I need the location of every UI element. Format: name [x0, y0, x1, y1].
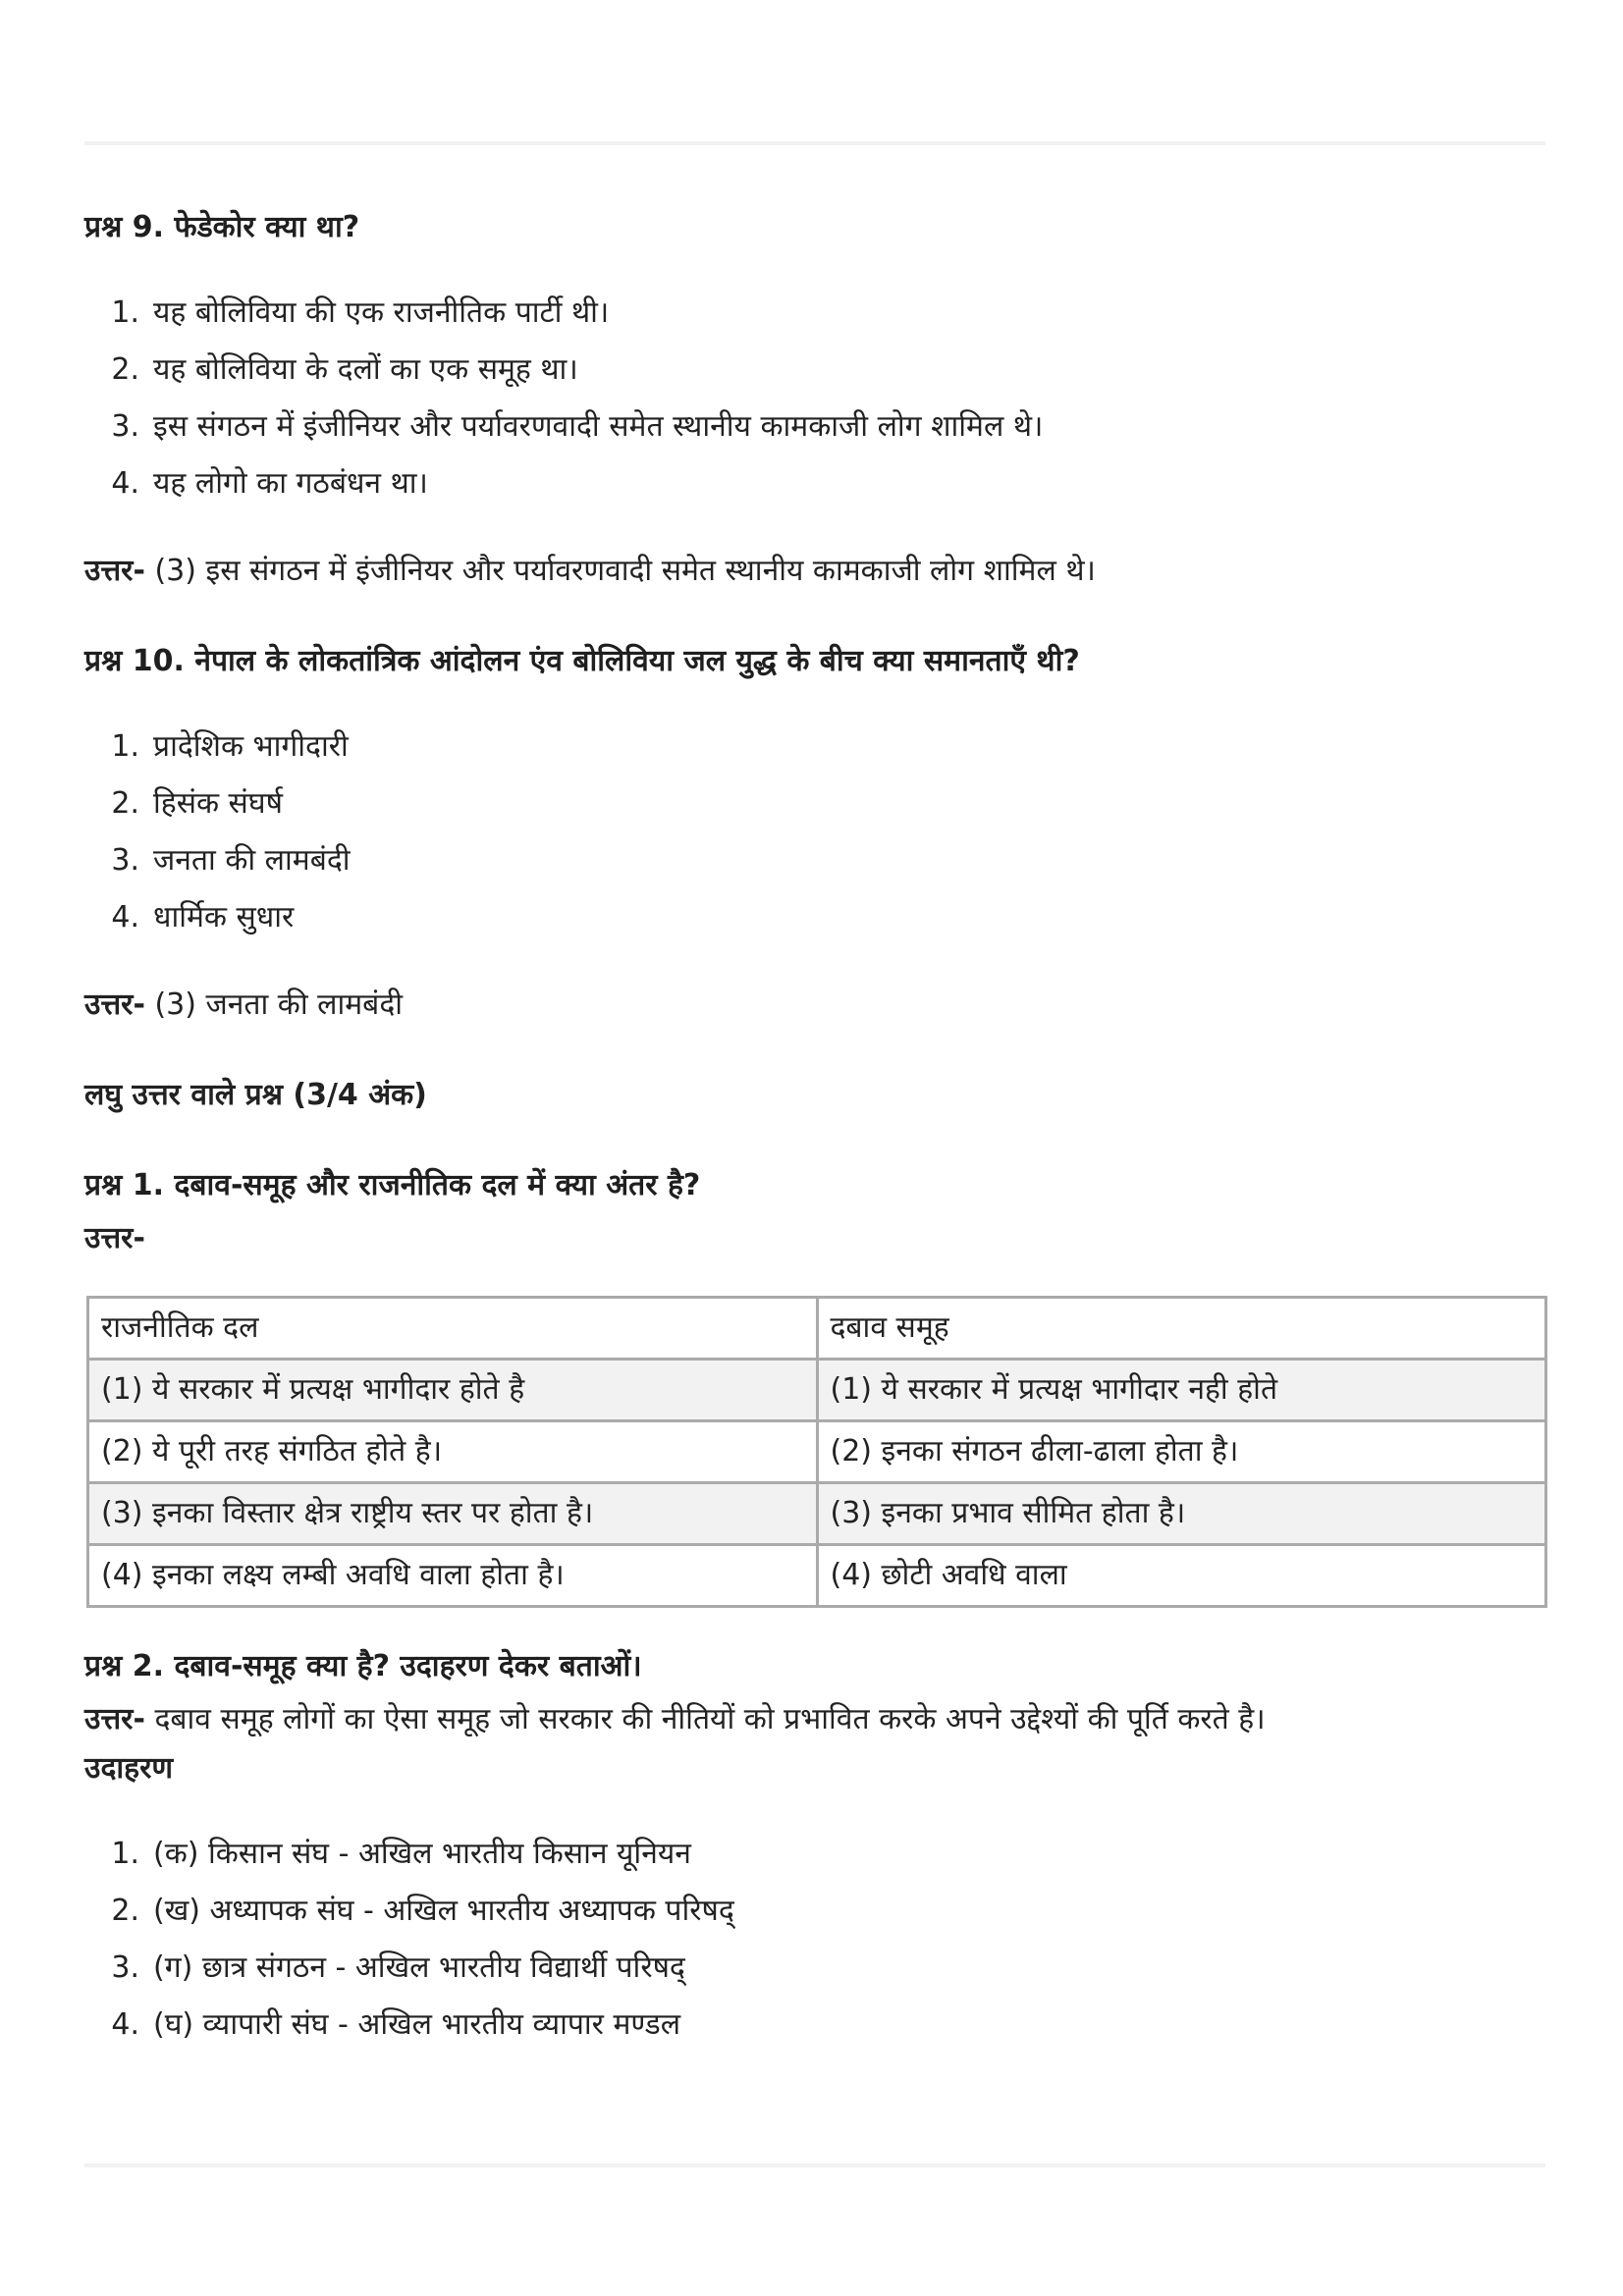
example-text: (ख) अध्यापक संघ - अखिल भारतीय अध्यापक परिषद् — [153, 1894, 734, 1928]
answer-text: (3) जनता की लामबंदी — [144, 988, 404, 1022]
table-header-cell: राजनीतिक दल — [88, 1298, 818, 1360]
question-9-options — [84, 285, 1547, 512]
table-row — [88, 1360, 1546, 1421]
option-number: 1. — [111, 295, 139, 330]
example-item — [84, 1940, 1547, 1997]
table-cell: (4) इनका लक्ष्य लम्बी अवधि वाला होता है। — [88, 1545, 818, 1607]
example-number: 3. — [111, 1950, 139, 1985]
answer-text: दबाव समूह लोगों का ऐसा समूह जो सरकार की नीतियों को प्रभावित करके अपने उद्देश्यों की पूर्ति करते है। — [144, 1702, 1266, 1736]
question-9-title: प्रश्न 9. फेडेकोर क्या था? — [84, 210, 360, 244]
table-cell: (3) इनका विस्तार क्षेत्र राष्ट्रीय स्तर पर होता है। — [88, 1483, 818, 1545]
table-cell: (1) ये सरकार में प्रत्यक्ष भागीदार होते है — [88, 1360, 818, 1421]
page-content — [84, 206, 1547, 2091]
option-text: हिसंक संघर्ष — [153, 786, 283, 821]
option-number: 4. — [111, 466, 139, 501]
table-cell: (2) इनका संगठन ढीला-ढाला होता है। — [817, 1421, 1546, 1483]
option-item — [84, 719, 1547, 775]
example-text: (ग) छात्र संगठन - अखिल भारतीय विद्यार्थी परिषद् — [153, 1950, 685, 1985]
example-item — [84, 1997, 1547, 2054]
example-number: 2. — [111, 1894, 139, 1928]
option-item — [84, 832, 1547, 889]
bottom-divider — [84, 2163, 1545, 2167]
table-row — [88, 1421, 1546, 1483]
answer-label: उत्तर- — [84, 988, 145, 1022]
answer-text: (3) इस संगठन में इंजीनियर और पर्यावरणवादी समेत स्थानीय कामकाजी लोग शामिल थे। — [144, 554, 1096, 588]
option-item — [84, 285, 1547, 342]
table-cell: (1) ये सरकार में प्रत्यक्ष भागीदार नही होते — [817, 1360, 1546, 1421]
example-label: उदाहरण — [84, 1751, 174, 1786]
question-10-answer — [84, 984, 1547, 1027]
option-item — [84, 342, 1547, 399]
question-10-title: प्रश्न 10. नेपाल के लोकतांत्रिक आंदोलन एंव बोलिविया जल युद्ध के बीच क्या समानताएँ थी? — [84, 644, 1080, 678]
comparison-table — [86, 1296, 1547, 1608]
option-item — [84, 775, 1547, 832]
table-header-cell: दबाव समूह — [817, 1298, 1546, 1360]
option-text: यह लोगो का गठबंधन था। — [153, 466, 428, 501]
example-item — [84, 1883, 1547, 1940]
option-number: 4. — [111, 900, 139, 934]
option-text: यह बोलिविया की एक राजनीतिक पार्टी थी। — [153, 295, 610, 330]
section-heading: लघु उत्तर वाले प्रश्न (3/4 अंक) — [84, 1078, 427, 1112]
examples-list — [84, 1826, 1547, 2054]
table-cell: (3) इनका प्रभाव सीमित होता है। — [817, 1483, 1546, 1545]
answer-label: उत्तर- — [84, 554, 145, 588]
option-number: 3. — [111, 409, 139, 444]
short-question-2-answer — [84, 1698, 1547, 1741]
example-number: 1. — [111, 1837, 139, 1871]
option-text: जनता की लामबंदी — [153, 843, 351, 878]
table-cell: (4) छोटी अवधि वाला — [817, 1545, 1546, 1607]
option-number: 1. — [111, 729, 139, 764]
table-header-row — [88, 1298, 1546, 1360]
short-question-1-answer-label: उत्तर- — [84, 1221, 145, 1255]
example-number: 4. — [111, 2007, 139, 2042]
question-10-options — [84, 719, 1547, 946]
option-item — [84, 455, 1547, 512]
option-text: यह बोलिविया के दलों का एक समूह था। — [153, 352, 578, 387]
example-item — [84, 1826, 1547, 1883]
top-divider — [84, 141, 1545, 145]
option-number: 2. — [111, 786, 139, 821]
option-text: धार्मिक सुधार — [153, 900, 295, 934]
example-text: (क) किसान संघ - अखिल भारतीय किसान यूनियन — [153, 1837, 691, 1871]
table-row — [88, 1545, 1546, 1607]
table-cell: (2) ये पूरी तरह संगठित होते है। — [88, 1421, 818, 1483]
option-item — [84, 889, 1547, 946]
option-text: इस संगठन में इंजीनियर और पर्यावरणवादी समेत स्थानीय कामकाजी लोग शामिल थे। — [153, 409, 1044, 444]
question-9-answer — [84, 550, 1547, 593]
example-text: (घ) व्यापारी संघ - अखिल भारतीय व्यापार मण्डल — [153, 2007, 681, 2042]
short-question-1-title: प्रश्न 1. दबाव-समूह और राजनीतिक दल में क्या अंतर है? — [84, 1168, 701, 1202]
table-row — [88, 1483, 1546, 1545]
option-number: 2. — [111, 352, 139, 387]
answer-label: उत्तर- — [84, 1702, 145, 1736]
short-question-2-title: प्रश्न 2. दबाव-समूह क्या है? उदाहरण देकर बताओं। — [84, 1649, 642, 1683]
option-item — [84, 399, 1547, 455]
option-text: प्रादेशिक भागीदारी — [153, 729, 349, 764]
option-number: 3. — [111, 843, 139, 878]
